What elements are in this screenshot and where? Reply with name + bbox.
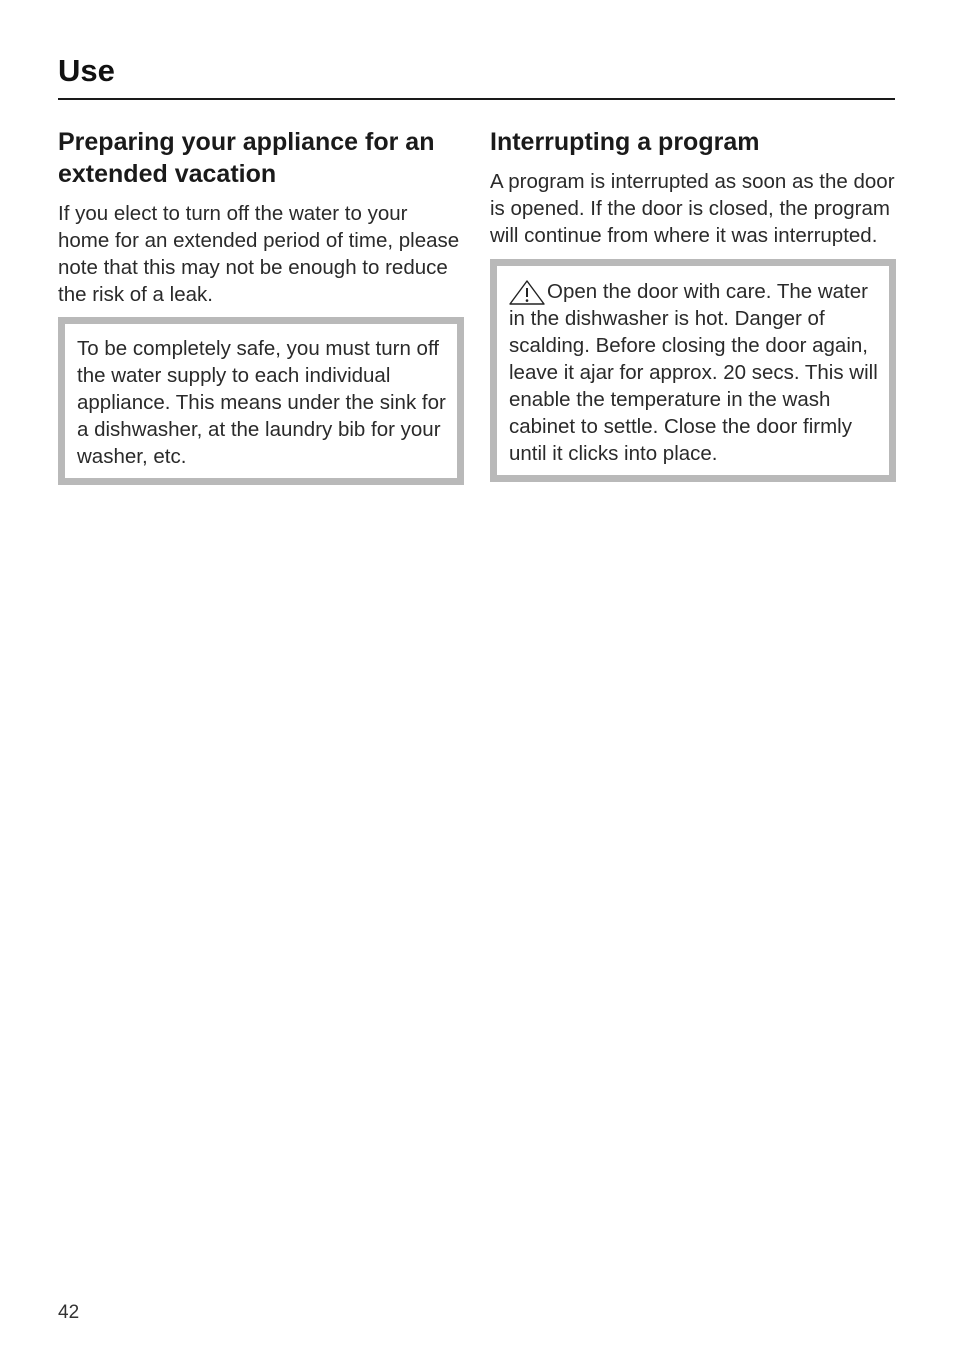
page-title: Use: [58, 53, 115, 88]
scalding-warning-box: [490, 259, 896, 482]
title-divider: [58, 98, 895, 100]
page-number: 42: [58, 1302, 80, 1323]
interrupting-section: [490, 126, 896, 482]
vacation-heading: Preparing your appliance for an extended vacation: [58, 128, 435, 188]
warning-triangle-icon: [509, 278, 547, 305]
scalding-warning-text: Open the door with care. The water in the dishwasher is hot. Danger of scalding. Before closing the door again, leave it ajar for approx. 20 secs. This will enable the temperature in the wash cabinet to settle. Close the door firmly until it clicks into place.: [509, 280, 878, 465]
interrupting-body-text: A program is interrupted as soon as the door is opened. If the door is closed, the program will continue from where it was interrupted.: [490, 170, 895, 247]
vacation-body-text: If you elect to turn off the water to your home for an extended period of time, please note that this may not be enough to reduce the risk of a leak.: [58, 202, 460, 306]
interrupting-heading: Interrupting a program: [490, 128, 760, 156]
vacation-section: [58, 126, 464, 485]
water-supply-note-box: [58, 317, 464, 485]
water-supply-note-text: To be completely safe, you must turn off the water supply to each individual appliance. This means under the sink for a dishwasher, at the laundry bib for your washer, etc.: [77, 337, 446, 468]
